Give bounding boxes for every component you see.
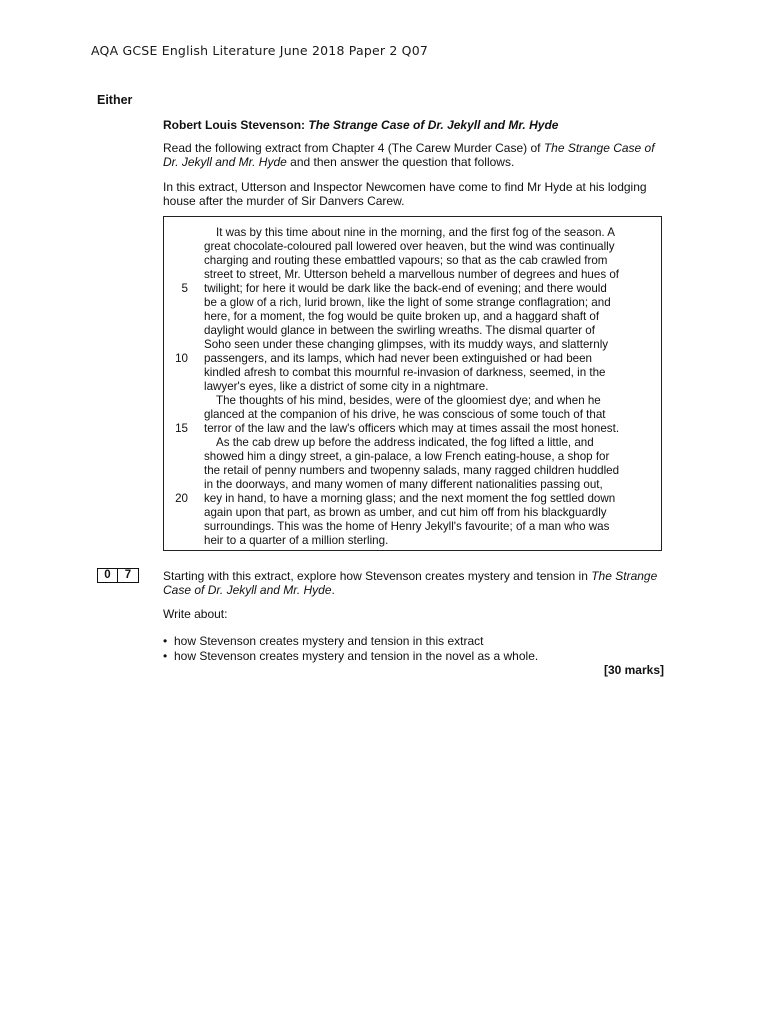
question-part2: . — [331, 583, 335, 597]
list-item — [163, 634, 538, 649]
instruction-title: The Strange Case of Dr. Jekyll and Mr. Hyde — [163, 141, 655, 169]
extract-line: glanced at the companion of his drive, he was conscious of some touch of that — [204, 408, 606, 421]
section-label: Either — [97, 93, 133, 107]
instruction-part2: and then answer the question that follows. — [286, 155, 515, 169]
extract-line: surroundings. This was the home of Henry Jekyll's favourite; of a man who was — [204, 520, 610, 533]
document-header: AQA GCSE English Literature June 2018 Paper 2 Q07 — [91, 43, 429, 58]
line-number: 5 — [181, 282, 188, 295]
extract-line: be a glow of a rich, lurid brown, like the light of some strange conflagration; and — [204, 296, 611, 309]
question-title: The Strange Case of Dr. Jekyll and Mr. Hyde — [163, 569, 658, 597]
extract-line: As the cab drew up before the address indicated, the fog lifted a little, and — [216, 436, 594, 449]
bullet-icon: • — [163, 649, 168, 663]
bullet-icon: • — [163, 634, 168, 648]
book-title — [163, 118, 668, 132]
book-author: Robert Louis Stevenson: — [163, 118, 309, 132]
marks-label: [30 marks] — [603, 663, 664, 677]
question-part1: Starting with this extract, explore how Stevenson creates mystery and tension in — [163, 569, 592, 583]
line-number: 10 — [175, 352, 188, 365]
bullet-text: how Stevenson creates mystery and tension in the novel as a whole. — [174, 649, 539, 663]
extract-box — [163, 216, 662, 551]
question-number-digit: 0 — [97, 568, 118, 583]
extract-line: The thoughts of his mind, besides, were of the gloomiest dye; and when he — [216, 394, 601, 407]
extract-line: Soho seen under these changing glimpses, with its muddy ways, and slatternly — [204, 338, 609, 351]
extract-line: twilight; for here it would be dark like the back-end of evening; and there would — [204, 282, 607, 295]
book-title-text: The Strange Case of Dr. Jekyll and Mr. Hyde — [308, 118, 559, 132]
extract-line: charging and routing these embattled vapours; so that as the cab crawled from — [204, 254, 608, 267]
context-text: In this extract, Utterson and Inspector Newcomen have come to find Mr Hyde at his lodging house after the murder of Sir Danvers Carew. — [163, 180, 647, 208]
extract-line: lawyer's eyes, like a district of some city in a nightmare. — [204, 380, 489, 393]
extract-line: key in hand, to have a morning glass; and the next moment the fog settled down — [204, 492, 616, 505]
line-number: 15 — [175, 422, 188, 435]
extract-line: showed him a dingy street, a gin-palace, a low French eating-house, a shop for — [204, 450, 610, 463]
bullet-text: how Stevenson creates mystery and tension in this extract — [174, 634, 484, 648]
question-number — [97, 568, 139, 583]
instruction-part1: Read the following extract from Chapter 4 (The Carew Murder Case) of — [163, 141, 544, 155]
question-text — [163, 569, 668, 597]
extract-line: the retail of penny numbers and twopenny salads, many ragged children huddled — [204, 464, 620, 477]
question-number-digit: 7 — [118, 568, 139, 583]
extract-line: daylight would glance in between the swirling wreaths. The dismal quarter of — [204, 324, 595, 337]
bullet-list — [163, 634, 538, 664]
extract-line: It was by this time about nine in the morning, and the first fog of the season. A — [216, 226, 615, 239]
extract-line: passengers, and its lamps, which had never been extinguished or had been — [204, 352, 592, 365]
extract-line: kindled afresh to combat this mournful re-invasion of darkness, seemed, in the — [204, 366, 606, 379]
write-about-label: Write about: — [163, 607, 228, 621]
extract-line: again upon that part, as brown as umber, and cut him off from his blackguardly — [204, 506, 607, 519]
extract-line: here, for a moment, the fog would be quite broken up, and a haggard shaft of — [204, 310, 600, 323]
extract-line: street to street, Mr. Utterson beheld a marvellous number of degrees and hues of — [204, 268, 620, 281]
extract-line: in the doorways, and many women of many different nationalities passing out, — [204, 478, 603, 491]
instruction-text — [163, 141, 668, 169]
list-item — [163, 649, 538, 664]
extract-line: terror of the law and the law's officers which may at times assail the most honest. — [204, 422, 620, 435]
line-number: 20 — [175, 492, 188, 505]
extract-line: great chocolate-coloured pall lowered over heaven, but the wind was continually — [204, 240, 615, 253]
extract-line: heir to a quarter of a million sterling. — [204, 534, 389, 547]
question-intro — [163, 118, 668, 219]
